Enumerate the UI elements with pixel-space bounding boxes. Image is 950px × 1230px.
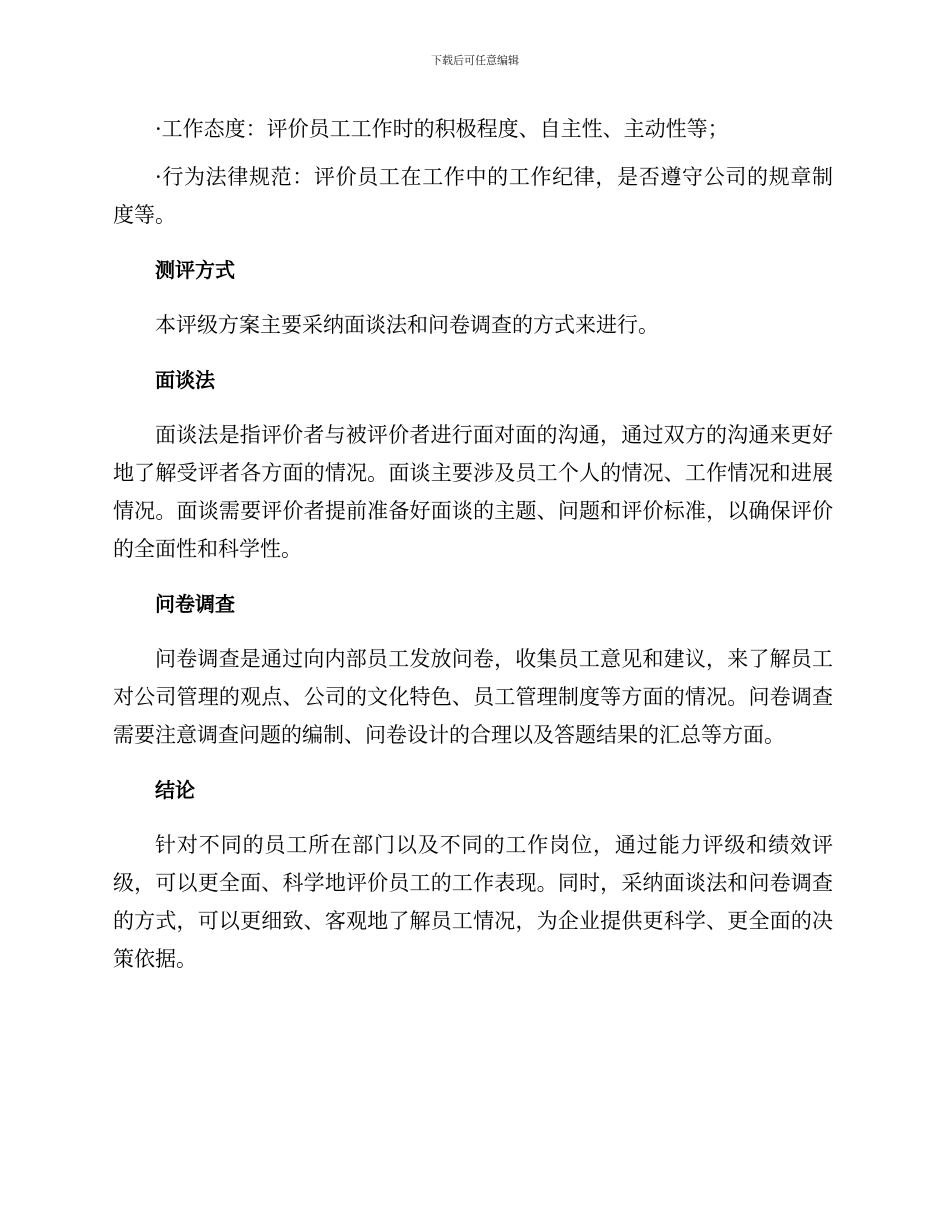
section-heading-questionnaire: 问卷调查 [155,592,235,616]
page-header: 下载后可任意编辑 [431,54,519,67]
section-heading-conclusion: 结论 [155,778,195,802]
paragraph-interview: 面谈法是指评价者与被评价者进行面对面的沟通，通过双方的沟通来更好地了解受评者各方面的情况。面谈主要涉及员工个人的情况、工作情况和进展情况。面谈需要评价者提前准备好面谈的主题、问题和评价标准，以确保评价的全面性和科学性。 [113,423,833,561]
bullet-behavior-norms: ·行为法律规范：评价员工在工作中的工作纪律，是否遵守公司的规章制度等。 [113,165,833,227]
bullet-work-attitude: ·工作态度：评价员工工作时的积极程度、自主性、主动性等； [155,117,729,141]
section-heading-interview: 面谈法 [155,368,215,392]
paragraph-questionnaire: 问卷调查是通过向内部员工发放问卷，收集员工意见和建议，来了解员工对公司管理的观点、公司的文化特色、员工管理制度等方面的情况。问卷调查需要注意调查问题的编制、问卷设计的合理以及答题结果的汇总等方面。 [113,647,833,747]
paragraph-evaluation-method: 本评级方案主要采纳面谈法和问卷调查的方式来进行。 [155,313,659,337]
paragraph-conclusion: 针对不同的员工所在部门以及不同的工作岗位，通过能力评级和绩效评级，可以更全面、科学地评价员工的工作表现。同时，采纳面谈法和问卷调查的方式，可以更细致、客观地了解员工情况，为企业提供更科学、更全面的决策依据。 [113,833,833,971]
section-heading-evaluation-method: 测评方式 [155,258,235,282]
document-body [113,110,833,978]
